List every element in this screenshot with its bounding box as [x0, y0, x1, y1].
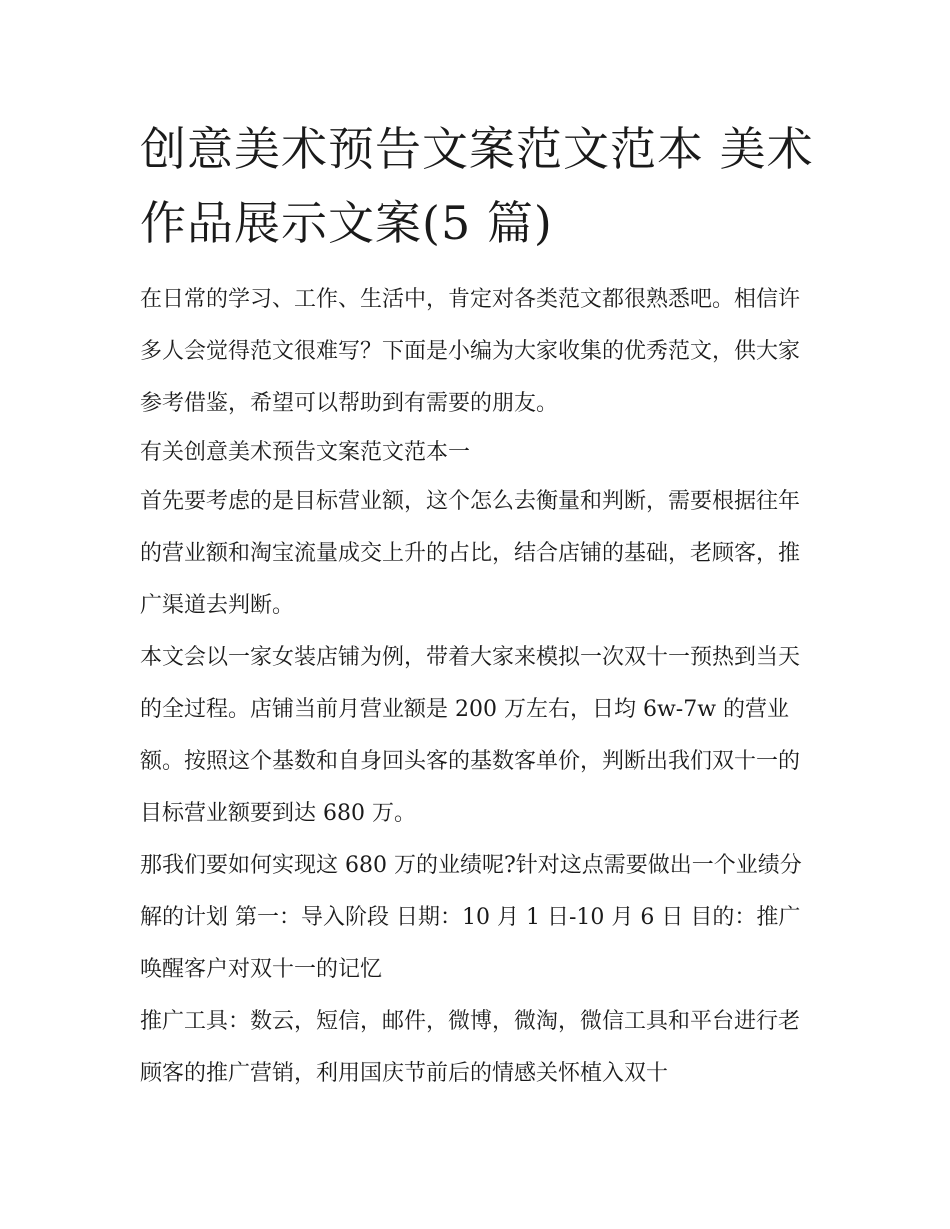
section-heading: 有关创意美术预告文案范文范本一 [140, 440, 471, 465]
body-paragraph: 那我们要如何实现这 680 万的业绩呢?针对这点需要做出一个业绩分解的计划 第一：导入阶段 日期：10 月 1 日-10 月 6 日 目的：推广唤醒客户对双十一的记忆 [140, 853, 802, 982]
body-paragraph: 本文会以一家女装店铺为例，带着大家来模拟一次双十一预热到当天的全过程。店铺当前月营业额是 200 万左右，日均 6w-7w 的营业额。按照这个基数和自身回头客的基数客单价，判断出我们双十一的目标营业额要到达 680 万。 [140, 645, 801, 826]
body-paragraph: 首先要考虑的是目标营业额，这个怎么去衡量和判断，需要根据往年的营业额和淘宝流量成交上升的占比，结合店铺的基础，老顾客，推广渠道去判断。 [140, 489, 801, 618]
body-paragraph: 推广工具：数云，短信，邮件，微博，微淘，微信工具和平台进行老顾客的推广营销，利用国庆节前后的情感关怀植入双十 [140, 1009, 801, 1086]
document-page [140, 112, 820, 1100]
intro-paragraph: 在日常的学习、工作、生活中，肯定对各类范文都很熟悉吧。相信许多人会觉得范文很难写？下面是小编为大家收集的优秀范文，供大家参考借鉴，希望可以帮助到有需要的朋友。 [140, 287, 801, 416]
document-title: 创意美术预告文案范文范本 美术作品展示文案(5 篇) [140, 122, 814, 250]
